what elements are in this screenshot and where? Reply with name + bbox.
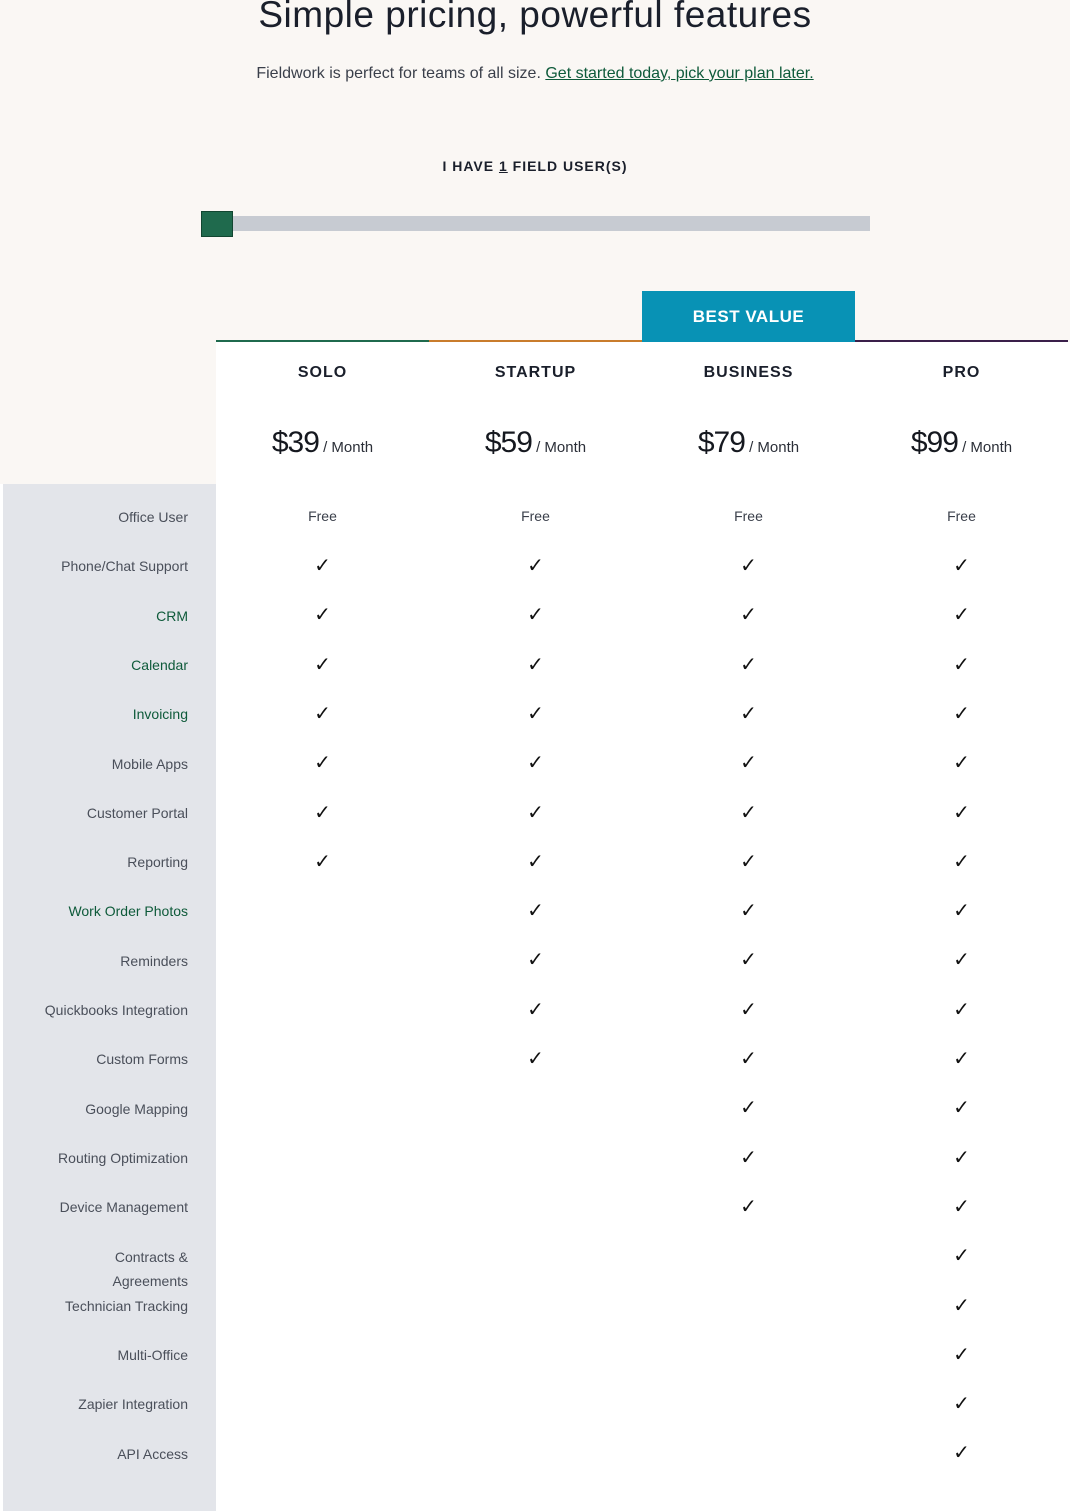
check-icon: ✓	[953, 799, 970, 824]
check-icon: ✓	[740, 651, 757, 676]
check-icon: ✓	[527, 651, 544, 676]
feature-label: Technician Tracking	[65, 1297, 188, 1314]
feature-label: Device Management	[59, 1199, 188, 1216]
check-icon: ✓	[314, 750, 331, 775]
check-icon: ✓	[314, 700, 331, 725]
check-icon: ✓	[740, 848, 757, 873]
best-value-badge: BEST VALUE	[642, 291, 855, 342]
check-icon: ✓	[314, 553, 331, 577]
plan-name-business: BUSINESS	[703, 364, 794, 381]
feature-label: Contracts & Agreements	[112, 1248, 188, 1289]
check-icon: ✓	[740, 553, 757, 577]
check-icon: ✓	[314, 602, 331, 627]
check-icon: ✓	[953, 1341, 970, 1366]
users-suffix: FIELD USER(S)	[512, 158, 628, 174]
feature-label: Work Order Photos	[68, 903, 188, 920]
feature-label: Phone/Chat Support	[61, 558, 188, 575]
price-amount: $39	[271, 426, 319, 459]
feature-label: Reporting	[127, 854, 188, 871]
feature-label: API Access	[117, 1445, 188, 1462]
office-user-value-startup: Free	[521, 508, 550, 524]
page-title: Simple pricing, powerful features	[258, 0, 812, 35]
feature-label: Reminders	[120, 952, 188, 969]
plan-price-business	[642, 426, 855, 460]
feature-label: Routing Optimization	[58, 1149, 188, 1166]
check-icon: ✓	[527, 700, 544, 725]
office-user-value-pro: Free	[947, 508, 976, 524]
check-icon: ✓	[953, 1193, 970, 1218]
page-subtitle	[0, 65, 1070, 83]
feature-label: Invoicing	[132, 706, 188, 723]
price-amount: $99	[910, 426, 958, 459]
check-icon: ✓	[740, 1095, 757, 1120]
feature-label: CRM	[156, 607, 188, 624]
check-icon: ✓	[953, 898, 970, 923]
field-users-slider-handle[interactable]	[201, 211, 233, 237]
office-user-value-solo: Free	[308, 508, 337, 524]
feature-label: Office User	[118, 509, 188, 525]
check-icon: ✓	[953, 1046, 970, 1070]
check-icon: ✓	[953, 700, 970, 725]
plan-price-solo	[216, 426, 429, 460]
users-prefix: I HAVE	[442, 158, 495, 174]
check-icon: ✓	[527, 1046, 544, 1070]
plan-border-solo	[216, 340, 429, 342]
check-icon: ✓	[314, 799, 331, 824]
plan-name-pro: PRO	[942, 364, 981, 381]
check-icon: ✓	[527, 553, 544, 577]
check-icon: ✓	[740, 1193, 757, 1218]
check-icon: ✓	[740, 947, 757, 972]
users-count: 1	[498, 158, 508, 174]
check-icon: ✓	[953, 1391, 970, 1416]
check-icon: ✓	[527, 996, 544, 1021]
check-icon: ✓	[527, 750, 544, 775]
plan-border-pro	[855, 340, 1068, 342]
plan-price-startup	[429, 426, 642, 460]
check-icon: ✓	[953, 848, 970, 873]
plan-border-startup	[429, 340, 642, 342]
check-icon: ✓	[953, 750, 970, 775]
price-period: / Month	[957, 439, 1013, 456]
plan-name-startup: STARTUP	[494, 364, 577, 381]
feature-label: Calendar	[131, 656, 188, 673]
office-user-value-business: Free	[734, 508, 763, 524]
price-period: / Month	[531, 439, 587, 456]
check-icon: ✓	[953, 996, 970, 1021]
check-icon: ✓	[527, 602, 544, 627]
check-icon: ✓	[740, 996, 757, 1021]
check-icon: ✓	[953, 1095, 970, 1120]
field-users-slider-track[interactable]	[216, 216, 870, 231]
check-icon: ✓	[953, 602, 970, 627]
table-corner-background	[0, 342, 216, 484]
check-icon: ✓	[953, 1243, 970, 1268]
plan-name-solo: SOLO	[297, 364, 348, 381]
check-icon: ✓	[740, 898, 757, 923]
check-icon: ✓	[953, 1144, 970, 1169]
price-period: / Month	[744, 439, 800, 456]
check-icon: ✓	[527, 799, 544, 824]
subtitle-text: Fieldwork is perfect for teams of all size.	[256, 65, 541, 82]
price-period: / Month	[318, 439, 374, 456]
check-icon: ✓	[740, 700, 757, 725]
check-icon: ✓	[314, 651, 331, 676]
check-icon: ✓	[953, 1440, 970, 1465]
plan-price-pro	[855, 426, 1068, 460]
check-icon: ✓	[740, 1144, 757, 1169]
get-started-link[interactable]: Get started today, pick your plan later.	[545, 65, 814, 82]
feature-label: Customer Portal	[86, 804, 188, 821]
check-icon: ✓	[953, 651, 970, 676]
price-amount: $79	[697, 426, 745, 459]
field-users-label	[0, 158, 1070, 174]
check-icon: ✓	[953, 947, 970, 972]
feature-label: Quickbooks Integration	[44, 1002, 188, 1018]
feature-label: Mobile Apps	[111, 755, 188, 772]
plan-border-business	[642, 340, 855, 342]
check-icon: ✓	[314, 848, 331, 873]
check-icon: ✓	[740, 602, 757, 627]
check-icon: ✓	[527, 898, 544, 923]
feature-label: Zapier Integration	[78, 1396, 188, 1413]
check-icon: ✓	[740, 799, 757, 824]
check-icon: ✓	[953, 1292, 970, 1317]
price-amount: $59	[484, 426, 532, 459]
check-icon: ✓	[740, 1046, 757, 1070]
feature-label: Google Mapping	[85, 1100, 188, 1117]
check-icon: ✓	[953, 553, 970, 577]
check-icon: ✓	[527, 848, 544, 873]
feature-label: Custom Forms	[96, 1051, 188, 1068]
check-icon: ✓	[740, 750, 757, 775]
feature-label: Multi-Office	[117, 1347, 188, 1364]
check-icon: ✓	[527, 947, 544, 972]
